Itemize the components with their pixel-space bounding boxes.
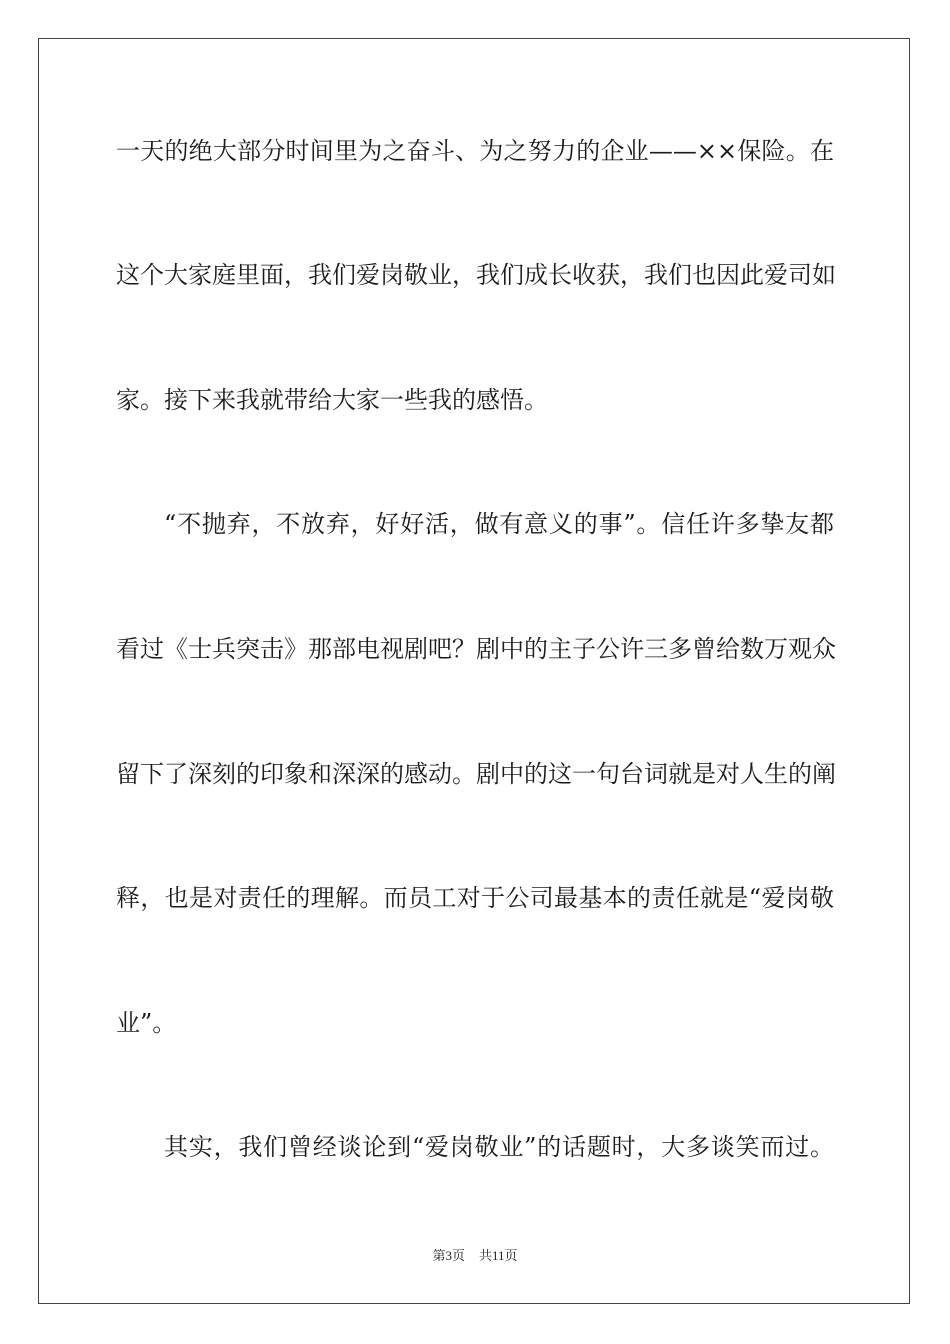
paragraph-1-line-3: 家。接下来我就带给大家一些我的感悟。 xyxy=(116,386,548,414)
page-border xyxy=(38,38,910,1304)
paragraph-2-line-3: 留下了深刻的印象和深深的感动。剧中的这一句台词就是对人生的阐 xyxy=(116,760,836,788)
paragraph-1-line-1: 一天的绝大部分时间里为之奋斗、为之努力的企业——××保险。在 xyxy=(116,137,834,165)
paragraph-2-line-2: 看过《士兵突击》那部电视剧吧？剧中的主子公许三多曾给数万观众 xyxy=(116,635,836,663)
paragraph-2-line-4: 释，也是对责任的理解。而员工对于公司最基本的责任就是“爱岗敬 xyxy=(116,884,834,912)
page-footer xyxy=(0,1245,950,1264)
paragraph-3-line-1: 其实，我们曾经谈论到“爱岗敬业”的话题时，大多谈笑而过。 xyxy=(164,1133,834,1161)
page-total: 共11页 xyxy=(478,1248,518,1263)
paragraph-2-line-5: 业”。 xyxy=(116,1009,177,1037)
paragraph-2-line-1: “不抛弃，不放弃，好好活，做有意义的事”。信任许多挚友都 xyxy=(164,510,834,538)
paragraph-1-line-2: 这个大家庭里面，我们爱岗敬业，我们成长收获，我们也因此爱司如 xyxy=(116,261,836,289)
page-number: 第3页 xyxy=(432,1248,465,1263)
